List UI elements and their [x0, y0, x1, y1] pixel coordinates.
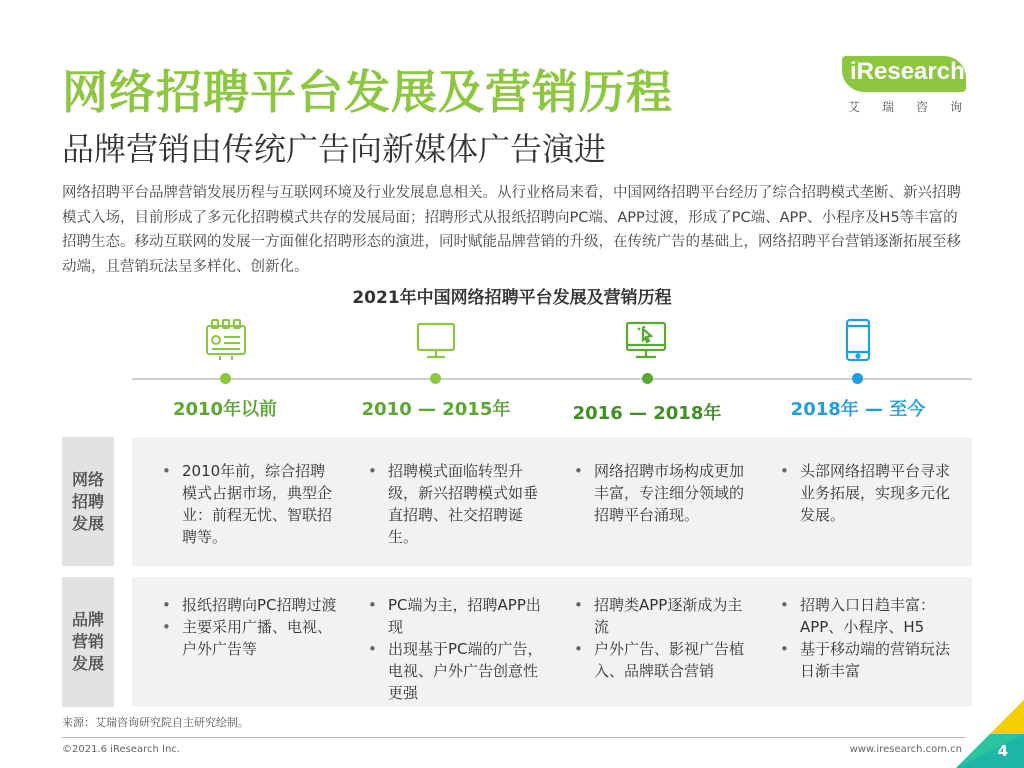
cell-bullet: • 基于移动端的营销玩法日渐丰富 [778, 638, 956, 682]
source-note: 来源：艾瑞咨询研究院自主研究绘制。 [62, 716, 249, 729]
table-cell [572, 460, 750, 526]
smartphone-icon [836, 318, 880, 362]
table-cell [572, 594, 750, 682]
row-label-text: 网络 [71, 469, 104, 489]
timeline-dot [642, 373, 653, 384]
row-label-text: 品牌 [71, 610, 104, 629]
table-cell [366, 460, 544, 548]
timeline-dot [852, 373, 863, 384]
cell-bullet: • 招聘入口日趋丰富：APP、小程序、H5 [778, 594, 956, 638]
row-label-text: 发展 [71, 654, 104, 673]
table-cell [778, 460, 956, 526]
cell-bullet: • 户外广告、影视广告植入、品牌联合营销 [572, 638, 750, 682]
website-link[interactable]: www.iresearch.com.cn [849, 744, 962, 755]
cell-bullet: • 招聘类APP逐渐成为主流 [572, 594, 750, 638]
row-label-text: 发展 [71, 513, 104, 533]
cell-bullet: • 主要采用广播、电视、户外广告等 [160, 616, 338, 660]
table-cell [160, 460, 338, 548]
timeline-axis [132, 378, 972, 380]
period-label: 2010年以前 [172, 399, 278, 420]
copyright-text: ©2021.6 iResearch Inc. [62, 744, 180, 755]
row-label-text: 招聘 [71, 491, 104, 511]
cell-bullet: • 头部网络招聘平台寻求业务拓展，实现多元化发展。 [778, 460, 956, 526]
cell-bullet: • 网络招聘市场构成更加丰富，专注细分领域的招聘平台涌现。 [572, 460, 750, 526]
newspaper-job-ads-icon [204, 318, 248, 362]
row-label-branding [62, 577, 114, 707]
cell-bullet: • PC端为主，招聘APP出现 [366, 594, 544, 638]
logo-name: iResearch [850, 58, 965, 85]
cell-bullet: • 报纸招聘向PC招聘过渡 [160, 594, 338, 616]
intro-paragraph: 网络招聘平台品牌营销发展历程与互联网环境及行业发展息息相关。从行业格局来看，中国网络招聘平台经历了综合招聘模式垄断、新兴招聘模式入场，目前形成了多元化招聘模式共存的发展局面；招聘形式从报纸招聘向PC端、APP过渡，形成了PC端、APP、小程序及H5等丰富的招聘生态。移动互联网的发展一方面催化招聘形态的演进，同时赋能品牌营销的升级，在传统广告的基础上，网络招聘平台营销逐渐拓展至移动端，且营销玩法呈多样化、创新化。 [62, 185, 961, 275]
row-label-text: 营销 [71, 632, 104, 651]
cell-bullet: • 2010年前，综合招聘模式占据市场，典型企业：前程无忧、智联招聘等。 [160, 460, 338, 548]
cell-bullet: • 出现基于PC端的广告，电视、户外广告创意性更强 [366, 638, 544, 704]
timeline-dot [220, 373, 231, 384]
page-title: 网络招聘平台发展及营销历程 [62, 65, 673, 119]
table-cell [160, 594, 338, 660]
cell-bullet: • 招聘模式面临转型升级，新兴招聘模式如垂直招聘、社交招聘诞生。 [366, 460, 544, 548]
period-label: 2010 — 2015年 [361, 399, 511, 420]
table-cell [778, 594, 956, 682]
period-label: 2018年 — 至今 [790, 399, 926, 420]
page-subtitle: 品牌营销由传统广告向新媒体广告演进 [62, 130, 607, 168]
footer-divider [62, 737, 966, 738]
monitor-click-icon [624, 318, 668, 362]
row-label-recruitment [62, 437, 114, 566]
desktop-monitor-icon [414, 318, 458, 362]
logo-tagline: 艾瑞咨询 [848, 100, 985, 114]
timeline-title: 2021年中国网络招聘平台发展及营销历程 [352, 288, 672, 308]
page-number: 4 [997, 742, 1008, 760]
period-label: 2016 — 2018年 [572, 403, 722, 424]
table-cell [366, 594, 544, 704]
timeline-dot [430, 373, 441, 384]
corner-decoration [956, 700, 1024, 768]
iresearch-logo [836, 54, 985, 118]
